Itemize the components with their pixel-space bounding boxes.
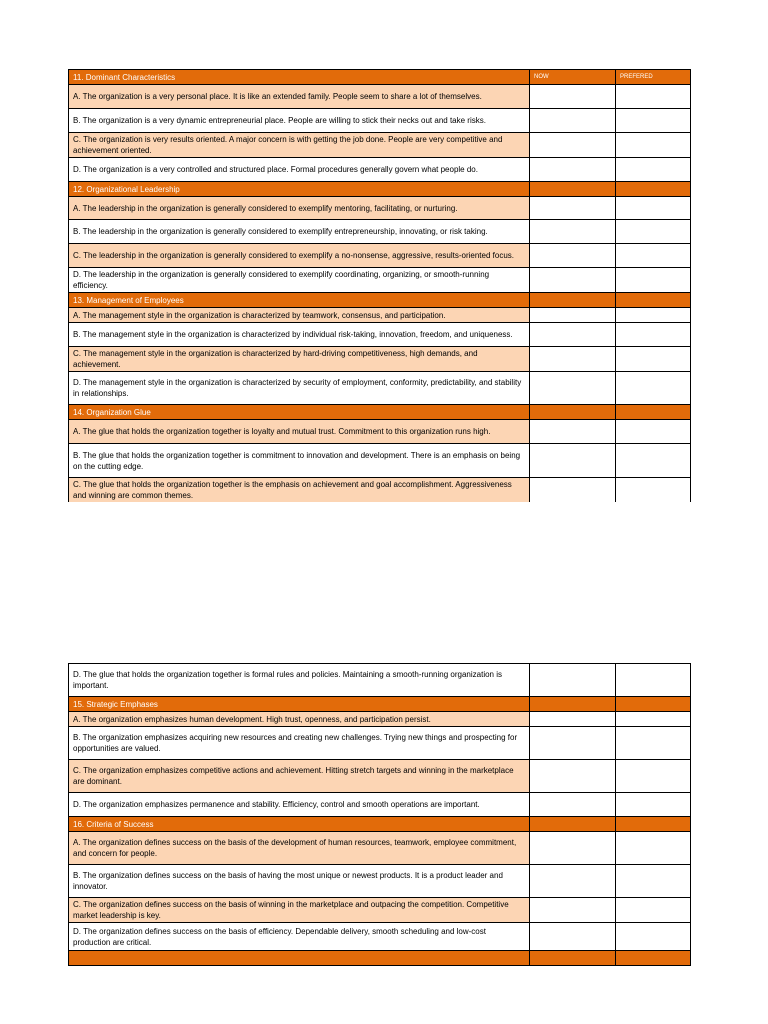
- item-text: B. The management style in the organization is characterized by individual risk-taking, innovation, freedom, and uniqueness.: [69, 323, 530, 347]
- item-text: D. The leadership in the organization is generally considered to exemplify coordinating, organizing, or smooth-running efficiency.: [69, 268, 530, 293]
- section-title: 13. Management of Employees: [69, 293, 530, 308]
- section-header-15: [69, 697, 691, 712]
- item-text: B. The organization is a very dynamic entrepreneurial place. People are willing to stick their necks out and take risks.: [69, 109, 530, 133]
- preferred-score-cell[interactable]: [616, 323, 691, 347]
- survey-table-part-2: [68, 663, 691, 966]
- preferred-score-cell[interactable]: [616, 244, 691, 268]
- item-text: A. The organization defines success on the basis of the development of human resources, teamwork, employee commitment, and concern for people.: [69, 832, 530, 865]
- now-header-cell: [530, 405, 616, 420]
- item-text: D. The management style in the organization is characterized by security of employment, conformity, predictability, and stability in relationships.: [69, 372, 530, 405]
- section-header-12: [69, 182, 691, 197]
- item-row-16b: [69, 865, 691, 898]
- footer-cell: [69, 951, 530, 966]
- now-score-cell[interactable]: [530, 712, 616, 727]
- item-text: B. The glue that holds the organization together is commitment to innovation and development. There is an emphasis on being on the cutting edge.: [69, 444, 530, 478]
- now-score-cell[interactable]: [530, 865, 616, 898]
- now-score-cell[interactable]: [530, 85, 616, 109]
- item-row-13b: [69, 323, 691, 347]
- preferred-score-cell[interactable]: [616, 347, 691, 372]
- now-score-cell[interactable]: [530, 220, 616, 244]
- item-row-12b: [69, 220, 691, 244]
- preferred-score-cell[interactable]: [616, 898, 691, 923]
- preferred-score-cell[interactable]: [616, 420, 691, 444]
- preferred-header-cell: [616, 405, 691, 420]
- item-text: C. The glue that holds the organization together is the emphasis on achievement and goal accomplishment. Aggressiveness and winning are common themes.: [69, 478, 530, 503]
- item-row-13a: [69, 308, 691, 323]
- item-text: D. The glue that holds the organization together is formal rules and policies. Maintaining a smooth-running organization is important.: [69, 664, 530, 697]
- preferred-score-cell[interactable]: [616, 197, 691, 220]
- footer-cell: [616, 951, 691, 966]
- item-row-11b: [69, 109, 691, 133]
- now-score-cell[interactable]: [530, 109, 616, 133]
- item-text: D. The organization defines success on the basis of efficiency. Dependable delivery, smooth scheduling and low-cost production are critical.: [69, 923, 530, 951]
- preferred-score-cell[interactable]: [616, 444, 691, 478]
- now-header-cell: [530, 697, 616, 712]
- item-text: C. The organization is very results oriented. A major concern is with getting the job done. People are very competitive and achievement oriented.: [69, 133, 530, 158]
- item-row-13c: [69, 347, 691, 372]
- preferred-header-cell: [616, 817, 691, 832]
- section-title: 16. Criteria of Success: [69, 817, 530, 832]
- survey-table-part-1: [68, 69, 691, 502]
- now-score-cell[interactable]: [530, 323, 616, 347]
- preferred-header-cell: [616, 182, 691, 197]
- now-score-cell[interactable]: [530, 420, 616, 444]
- item-text: A. The management style in the organization is characterized by teamwork, consensus, and participation.: [69, 308, 530, 323]
- now-header-cell: [530, 293, 616, 308]
- item-text: C. The organization defines success on the basis of winning in the marketplace and outpacing the competition. Competitive market leadership is key.: [69, 898, 530, 923]
- now-score-cell[interactable]: [530, 664, 616, 697]
- item-text: C. The organization emphasizes competitive actions and achievement. Hitting stretch targets and winning in the marketplace are dominant.: [69, 760, 530, 793]
- preferred-header-cell: [616, 293, 691, 308]
- now-header-cell: [530, 817, 616, 832]
- item-row-16d: [69, 923, 691, 951]
- preferred-score-cell[interactable]: [616, 832, 691, 865]
- item-text: B. The leadership in the organization is generally considered to exemplify entrepreneurship, innovating, or risk taking.: [69, 220, 530, 244]
- now-score-cell[interactable]: [530, 923, 616, 951]
- section-header-11: [69, 70, 691, 85]
- now-score-cell[interactable]: [530, 133, 616, 158]
- preferred-score-cell[interactable]: [616, 133, 691, 158]
- item-text: A. The organization is a very personal place. It is like an extended family. People seem to share a lot of themselves.: [69, 85, 530, 109]
- now-header-cell: [530, 182, 616, 197]
- item-text: D. The organization emphasizes permanence and stability. Efficiency, control and smooth operations are important.: [69, 793, 530, 817]
- item-row-16c: [69, 898, 691, 923]
- item-text: B. The organization emphasizes acquiring new resources and creating new challenges. Trying new things and prospecting for opportunities are valued.: [69, 727, 530, 760]
- item-text: A. The organization emphasizes human development. High trust, openness, and participation persist.: [69, 712, 530, 727]
- preferred-score-cell[interactable]: [616, 158, 691, 182]
- preferred-score-cell[interactable]: [616, 85, 691, 109]
- now-score-cell[interactable]: [530, 760, 616, 793]
- section-title: 14. Organization Glue: [69, 405, 530, 420]
- item-text: C. The leadership in the organization is generally considered to exemplify a no-nonsense, aggressive, results-oriented focus.: [69, 244, 530, 268]
- now-score-cell[interactable]: [530, 158, 616, 182]
- item-row-14d: [69, 664, 691, 697]
- now-score-cell[interactable]: [530, 444, 616, 478]
- now-score-cell[interactable]: [530, 793, 616, 817]
- item-row-14b: [69, 444, 691, 478]
- item-text: D. The organization is a very controlled and structured place. Formal procedures generally govern what people do.: [69, 158, 530, 182]
- item-text: A. The glue that holds the organization together is loyalty and mutual trust. Commitment to this organization runs high.: [69, 420, 530, 444]
- now-score-cell[interactable]: [530, 347, 616, 372]
- preferred-score-cell[interactable]: [616, 308, 691, 323]
- section-header-16: [69, 817, 691, 832]
- preferred-score-cell[interactable]: [616, 268, 691, 293]
- preferred-score-cell[interactable]: [616, 793, 691, 817]
- item-row-11a: [69, 85, 691, 109]
- footer-cell: [530, 951, 616, 966]
- now-score-cell[interactable]: [530, 268, 616, 293]
- now-score-cell[interactable]: [530, 478, 616, 503]
- item-row-14c: [69, 478, 691, 503]
- now-score-cell[interactable]: [530, 197, 616, 220]
- preferred-score-cell[interactable]: [616, 478, 691, 503]
- preferred-score-cell[interactable]: [616, 664, 691, 697]
- now-column-header: NOW: [530, 70, 616, 85]
- item-row-14a: [69, 420, 691, 444]
- preferred-score-cell[interactable]: [616, 760, 691, 793]
- section-header-14: [69, 405, 691, 420]
- section-footer-bar: [69, 951, 691, 966]
- now-score-cell[interactable]: [530, 898, 616, 923]
- preferred-score-cell[interactable]: [616, 109, 691, 133]
- item-row-13d: [69, 372, 691, 405]
- item-row-15c: [69, 760, 691, 793]
- now-score-cell[interactable]: [530, 308, 616, 323]
- item-row-15b: [69, 727, 691, 760]
- item-text: C. The management style in the organization is characterized by hard-driving competitiveness, high demands, and achievement.: [69, 347, 530, 372]
- item-text: A. The leadership in the organization is generally considered to exemplify mentoring, facilitating, or nurturing.: [69, 197, 530, 220]
- preferred-score-cell[interactable]: [616, 372, 691, 405]
- preferred-score-cell[interactable]: [616, 727, 691, 760]
- preferred-header-cell: [616, 697, 691, 712]
- section-header-13: [69, 293, 691, 308]
- item-row-12d: [69, 268, 691, 293]
- item-row-12c: [69, 244, 691, 268]
- section-title: 11. Dominant Characteristics: [69, 70, 530, 85]
- preferred-column-header: PREFERED: [616, 70, 691, 85]
- item-row-11d: [69, 158, 691, 182]
- now-score-cell[interactable]: [530, 372, 616, 405]
- section-title: 15. Strategic Emphases: [69, 697, 530, 712]
- preferred-score-cell[interactable]: [616, 220, 691, 244]
- now-score-cell[interactable]: [530, 244, 616, 268]
- item-row-16a: [69, 832, 691, 865]
- now-score-cell[interactable]: [530, 727, 616, 760]
- preferred-score-cell[interactable]: [616, 712, 691, 727]
- item-row-15a: [69, 712, 691, 727]
- preferred-score-cell[interactable]: [616, 865, 691, 898]
- item-row-12a: [69, 197, 691, 220]
- preferred-score-cell[interactable]: [616, 923, 691, 951]
- section-title: 12. Organizational Leadership: [69, 182, 530, 197]
- now-score-cell[interactable]: [530, 832, 616, 865]
- item-row-11c: [69, 133, 691, 158]
- item-row-15d: [69, 793, 691, 817]
- item-text: B. The organization defines success on the basis of having the most unique or newest products. It is a product leader and innovator.: [69, 865, 530, 898]
